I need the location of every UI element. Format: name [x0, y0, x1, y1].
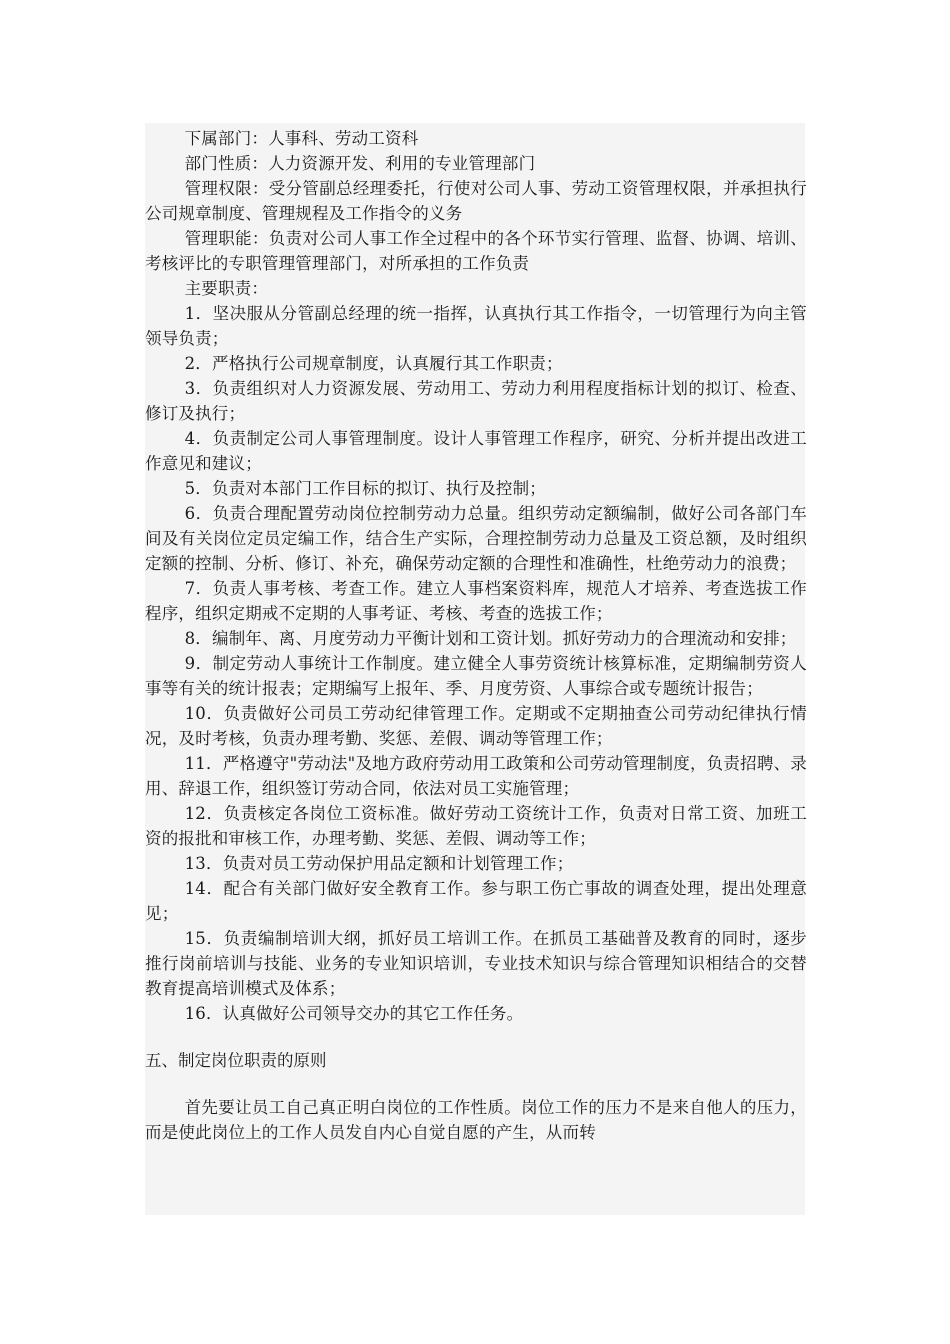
duty-item-15: 15．负责编制培训大纲，抓好员工培训工作。在抓员工基础普及教育的同时，逐步推行岗前培训与技能、业务的专业知识培训，专业技术知识与综合管理知识相结合的交替教育提高培训模式及体系；	[145, 929, 807, 998]
paragraph-subordinate-departments: 下属部门：人事科、劳动工资科	[184, 129, 419, 148]
paragraph-management-authority: 管理权限：受分管副总经理委托，行使对公司人事、劳动工资管理权限，并承担执行公司规章制度、管理规程及工作指令的义务	[145, 179, 807, 223]
duty-item-8: 8．编制年、离、月度劳动力平衡计划和工资计划。抓好劳动力的合理流动和安排；	[184, 629, 797, 648]
duty-item-5: 5．负责对本部门工作目标的拟订、执行及控制；	[184, 479, 546, 498]
duty-item-7: 7．负责人事考核、考查工作。建立人事档案资料库，规范人才培养、考查选拔工作程序，组织定期戒不定期的人事考证、考核、考查的选拔工作；	[145, 579, 807, 623]
duty-item-12: 12．负责核定各岗位工资标准。做好劳动工资统计工作，负责对日常工资、加班工资的报批和审核工作，办理考勤、奖惩、差假、调动等工作；	[145, 804, 807, 848]
duty-item-11: 11．严格遵守"劳动法"及地方政府劳动用工政策和公司劳动管理制度，负责招聘、录用、辞退工作，组织签订劳动合同，依法对员工实施管理；	[145, 754, 807, 798]
duty-item-9: 9．制定劳动人事统计工作制度。建立健全人事劳资统计核算标准，定期编制劳资人事等有关的统计报表；定期编写上报年、季、月度劳资、人事综合或专题统计报告；	[145, 654, 807, 698]
paragraph-department-nature: 部门性质：人力资源开发、利用的专业管理部门	[184, 154, 536, 173]
document-body	[145, 126, 807, 1145]
closing-paragraph: 首先要让员工自己真正明白岗位的工作性质。岗位工作的压力不是来自他人的压力，而是使此岗位上的工作人员发自内心自觉自愿的产生，从而转	[145, 1098, 807, 1142]
paragraph-management-function: 管理职能：负责对公司人事工作全过程中的各个环节实行管理、监督、协调、培训、考核评比的专职管理管理部门，对所承担的工作负责	[145, 229, 807, 273]
duty-item-2: 2．严格执行公司规章制度，认真履行其工作职责；	[184, 354, 563, 373]
spacer	[145, 1026, 807, 1048]
duty-item-4: 4．负责制定公司人事管理制度。设计人事管理工作程序，研究、分析并提出改进工作意见和建议；	[145, 429, 807, 473]
duty-item-3: 3．负责组织对人力资源发展、劳动用工、劳动力利用程度指标计划的拟订、检查、修订及执行；	[145, 379, 807, 423]
spacer	[145, 1073, 807, 1095]
paragraph-main-duties-label: 主要职责：	[184, 279, 269, 298]
section-heading: 五、制定岗位职责的原则	[145, 1051, 327, 1070]
duty-item-1: 1．坚决服从分管副总经理的统一指挥，认真执行其工作指令，一切管理行为向主管领导负责；	[145, 304, 807, 348]
duty-item-6: 6．负责合理配置劳动岗位控制劳动力总量。组织劳动定额编制，做好公司各部门车间及有关岗位定员定编工作，结合生产实际，合理控制劳动力总量及工资总额，及时组织定额的控制、分析、修订、补充，确保劳动定额的合理性和准确性，杜绝劳动力的浪费；	[145, 504, 807, 573]
duty-item-14: 14．配合有关部门做好安全教育工作。参与职工伤亡事故的调查处理，提出处理意见；	[145, 879, 807, 923]
duty-item-16: 16．认真做好公司领导交办的其它工作任务。	[184, 1004, 524, 1023]
duty-item-10: 10．负责做好公司员工劳动纪律管理工作。定期或不定期抽查公司劳动纪律执行情况，及时考核，负责办理考勤、奖惩、差假、调动等管理工作；	[145, 704, 807, 748]
duty-item-13: 13．负责对员工劳动保护用品定额和计划管理工作；	[184, 854, 574, 873]
